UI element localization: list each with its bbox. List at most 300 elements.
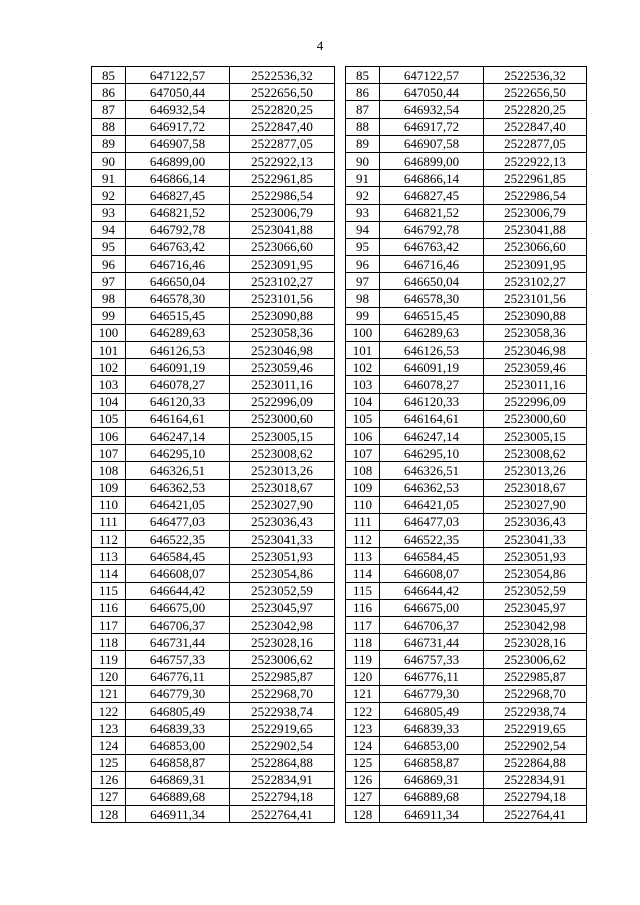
y-coordinate-cell: 2522536,32 (484, 67, 587, 84)
y-coordinate-cell: 2522834,91 (484, 771, 587, 788)
y-coordinate-cell: 2523059,46 (484, 359, 587, 376)
point-number-cell: 110 (346, 496, 380, 513)
x-coordinate-cell: 646289,63 (126, 324, 230, 341)
x-coordinate-cell: 646578,30 (380, 290, 484, 307)
table-row (346, 582, 587, 599)
point-number-cell: 98 (346, 290, 380, 307)
y-coordinate-cell: 2523027,90 (230, 496, 335, 513)
x-coordinate-cell: 646917,72 (380, 118, 484, 135)
x-coordinate-cell: 646584,45 (380, 548, 484, 565)
point-number-cell: 100 (346, 324, 380, 341)
y-coordinate-cell: 2523008,62 (484, 445, 587, 462)
y-coordinate-cell: 2523102,27 (484, 273, 587, 290)
table-row (346, 445, 587, 462)
table-row (346, 427, 587, 444)
y-coordinate-cell: 2523052,59 (230, 582, 335, 599)
point-number-cell: 106 (92, 427, 126, 444)
point-number-cell: 105 (346, 410, 380, 427)
y-coordinate-cell: 2522961,85 (230, 170, 335, 187)
y-coordinate-cell: 2523041,88 (484, 221, 587, 238)
coordinates-table-left-body (92, 67, 335, 823)
y-coordinate-cell: 2522864,88 (230, 754, 335, 771)
x-coordinate-cell: 646853,00 (380, 737, 484, 754)
x-coordinate-cell: 646839,33 (380, 720, 484, 737)
y-coordinate-cell: 2523006,62 (230, 651, 335, 668)
x-coordinate-cell: 646853,00 (126, 737, 230, 754)
y-coordinate-cell: 2522656,50 (230, 84, 335, 101)
y-coordinate-cell: 2523042,98 (484, 617, 587, 634)
point-number-cell: 121 (92, 685, 126, 702)
x-coordinate-cell: 647122,57 (380, 67, 484, 84)
coordinates-table-left (91, 66, 335, 823)
x-coordinate-cell: 646644,42 (380, 582, 484, 599)
table-row (92, 290, 335, 307)
point-number-cell: 96 (346, 256, 380, 273)
point-number-cell: 101 (92, 342, 126, 359)
point-number-cell: 128 (346, 806, 380, 823)
point-number-cell: 87 (346, 101, 380, 118)
y-coordinate-cell: 2523006,79 (230, 204, 335, 221)
point-number-cell: 114 (346, 565, 380, 582)
x-coordinate-cell: 646650,04 (380, 273, 484, 290)
point-number-cell: 119 (92, 651, 126, 668)
point-number-cell: 85 (346, 67, 380, 84)
point-number-cell: 111 (346, 513, 380, 530)
x-coordinate-cell: 646477,03 (380, 513, 484, 530)
x-coordinate-cell: 646078,27 (380, 376, 484, 393)
y-coordinate-cell: 2523051,93 (230, 548, 335, 565)
y-coordinate-cell: 2523000,60 (230, 410, 335, 427)
point-number-cell: 88 (92, 118, 126, 135)
x-coordinate-cell: 646421,05 (126, 496, 230, 513)
point-number-cell: 89 (346, 135, 380, 152)
table-row (346, 771, 587, 788)
y-coordinate-cell: 2523036,43 (484, 513, 587, 530)
table-row (92, 806, 335, 823)
x-coordinate-cell: 646792,78 (126, 221, 230, 238)
point-number-cell: 103 (346, 376, 380, 393)
table-row (346, 410, 587, 427)
x-coordinate-cell: 646295,10 (126, 445, 230, 462)
table-row (92, 393, 335, 410)
y-coordinate-cell: 2523090,88 (484, 307, 587, 324)
point-number-cell: 122 (346, 702, 380, 719)
table-row (346, 376, 587, 393)
point-number-cell: 97 (92, 273, 126, 290)
x-coordinate-cell: 646731,44 (126, 634, 230, 651)
y-coordinate-cell: 2522794,18 (484, 788, 587, 805)
x-coordinate-cell: 646716,46 (126, 256, 230, 273)
table-row (92, 651, 335, 668)
y-coordinate-cell: 2523066,60 (484, 238, 587, 255)
point-number-cell: 97 (346, 273, 380, 290)
x-coordinate-cell: 646584,45 (126, 548, 230, 565)
y-coordinate-cell: 2523059,46 (230, 359, 335, 376)
table-row (92, 754, 335, 771)
table-row (92, 410, 335, 427)
x-coordinate-cell: 646757,33 (380, 651, 484, 668)
point-number-cell: 113 (346, 548, 380, 565)
x-coordinate-cell: 646858,87 (126, 754, 230, 771)
y-coordinate-cell: 2523008,62 (230, 445, 335, 462)
table-row (92, 187, 335, 204)
point-number-cell: 109 (346, 479, 380, 496)
x-coordinate-cell: 646907,58 (380, 135, 484, 152)
point-number-cell: 126 (346, 771, 380, 788)
table-row (92, 427, 335, 444)
table-row (92, 376, 335, 393)
point-number-cell: 118 (346, 634, 380, 651)
point-number-cell: 103 (92, 376, 126, 393)
table-row (92, 445, 335, 462)
table-row (346, 170, 587, 187)
point-number-cell: 98 (92, 290, 126, 307)
y-coordinate-cell: 2523091,95 (484, 256, 587, 273)
y-coordinate-cell: 2523102,27 (230, 273, 335, 290)
y-coordinate-cell: 2523000,60 (484, 410, 587, 427)
x-coordinate-cell: 646120,33 (380, 393, 484, 410)
y-coordinate-cell: 2523027,90 (484, 496, 587, 513)
y-coordinate-cell: 2522794,18 (230, 788, 335, 805)
point-number-cell: 127 (346, 788, 380, 805)
x-coordinate-cell: 646706,37 (126, 617, 230, 634)
point-number-cell: 94 (92, 221, 126, 238)
table-row (92, 531, 335, 548)
y-coordinate-cell: 2522919,65 (484, 720, 587, 737)
table-row (346, 548, 587, 565)
y-coordinate-cell: 2523028,16 (484, 634, 587, 651)
point-number-cell: 107 (346, 445, 380, 462)
x-coordinate-cell: 646907,58 (126, 135, 230, 152)
point-number-cell: 87 (92, 101, 126, 118)
y-coordinate-cell: 2523042,98 (230, 617, 335, 634)
table-row (92, 238, 335, 255)
table-row (346, 702, 587, 719)
table-row (346, 307, 587, 324)
x-coordinate-cell: 646839,33 (126, 720, 230, 737)
x-coordinate-cell: 646522,35 (380, 531, 484, 548)
x-coordinate-cell: 646932,54 (380, 101, 484, 118)
table-row (92, 548, 335, 565)
table-row (92, 702, 335, 719)
point-number-cell: 88 (346, 118, 380, 135)
table-row (92, 771, 335, 788)
x-coordinate-cell: 646126,53 (126, 342, 230, 359)
table-row (346, 737, 587, 754)
y-coordinate-cell: 2523041,33 (230, 531, 335, 548)
table-row (346, 393, 587, 410)
x-coordinate-cell: 646421,05 (380, 496, 484, 513)
table-row (346, 135, 587, 152)
x-coordinate-cell: 646911,34 (380, 806, 484, 823)
table-row (92, 513, 335, 530)
x-coordinate-cell: 646522,35 (126, 531, 230, 548)
y-coordinate-cell: 2522968,70 (230, 685, 335, 702)
table-row (346, 152, 587, 169)
x-coordinate-cell: 646716,46 (380, 256, 484, 273)
x-coordinate-cell: 646917,72 (126, 118, 230, 135)
point-number-cell: 101 (346, 342, 380, 359)
y-coordinate-cell: 2523054,86 (484, 565, 587, 582)
y-coordinate-cell: 2522764,41 (484, 806, 587, 823)
x-coordinate-cell: 646805,49 (380, 702, 484, 719)
point-number-cell: 108 (346, 462, 380, 479)
point-number-cell: 92 (346, 187, 380, 204)
table-row (92, 496, 335, 513)
table-row (346, 754, 587, 771)
table-row (346, 67, 587, 84)
table-row (346, 599, 587, 616)
table-row (92, 273, 335, 290)
x-coordinate-cell: 646889,68 (380, 788, 484, 805)
x-coordinate-cell: 646120,33 (126, 393, 230, 410)
y-coordinate-cell: 2522847,40 (230, 118, 335, 135)
point-number-cell: 90 (346, 152, 380, 169)
y-coordinate-cell: 2522938,74 (230, 702, 335, 719)
y-coordinate-cell: 2523058,36 (484, 324, 587, 341)
y-coordinate-cell: 2522985,87 (230, 668, 335, 685)
table-row (346, 685, 587, 702)
point-number-cell: 99 (346, 307, 380, 324)
x-coordinate-cell: 646477,03 (126, 513, 230, 530)
y-coordinate-cell: 2523018,67 (484, 479, 587, 496)
table-row (346, 118, 587, 135)
y-coordinate-cell: 2522996,09 (230, 393, 335, 410)
x-coordinate-cell: 646866,14 (126, 170, 230, 187)
table-row (92, 152, 335, 169)
x-coordinate-cell: 646763,42 (380, 238, 484, 255)
y-coordinate-cell: 2522938,74 (484, 702, 587, 719)
x-coordinate-cell: 646091,19 (380, 359, 484, 376)
y-coordinate-cell: 2522536,32 (230, 67, 335, 84)
x-coordinate-cell: 646776,11 (380, 668, 484, 685)
point-number-cell: 125 (92, 754, 126, 771)
point-number-cell: 124 (92, 737, 126, 754)
point-number-cell: 118 (92, 634, 126, 651)
x-coordinate-cell: 646866,14 (380, 170, 484, 187)
x-coordinate-cell: 646779,30 (126, 685, 230, 702)
table-row (346, 359, 587, 376)
point-number-cell: 89 (92, 135, 126, 152)
table-row (92, 221, 335, 238)
page-number: 4 (316, 38, 324, 53)
point-number-cell: 90 (92, 152, 126, 169)
x-coordinate-cell: 646827,45 (126, 187, 230, 204)
y-coordinate-cell: 2523090,88 (230, 307, 335, 324)
table-row (346, 565, 587, 582)
y-coordinate-cell: 2522877,05 (484, 135, 587, 152)
x-coordinate-cell: 646126,53 (380, 342, 484, 359)
y-coordinate-cell: 2523013,26 (230, 462, 335, 479)
table-row (92, 170, 335, 187)
x-coordinate-cell: 646164,61 (380, 410, 484, 427)
point-number-cell: 86 (92, 84, 126, 101)
point-number-cell: 109 (92, 479, 126, 496)
point-number-cell: 117 (346, 617, 380, 634)
table-row (346, 720, 587, 737)
y-coordinate-cell: 2522996,09 (484, 393, 587, 410)
table-row (346, 342, 587, 359)
table-row (346, 531, 587, 548)
x-coordinate-cell: 646247,14 (126, 427, 230, 444)
point-number-cell: 123 (346, 720, 380, 737)
y-coordinate-cell: 2523013,26 (484, 462, 587, 479)
table-row (92, 462, 335, 479)
y-coordinate-cell: 2523052,59 (484, 582, 587, 599)
y-coordinate-cell: 2522985,87 (484, 668, 587, 685)
y-coordinate-cell: 2523028,16 (230, 634, 335, 651)
y-coordinate-cell: 2523058,36 (230, 324, 335, 341)
x-coordinate-cell: 646763,42 (126, 238, 230, 255)
point-number-cell: 120 (346, 668, 380, 685)
x-coordinate-cell: 646247,14 (380, 427, 484, 444)
table-row (346, 204, 587, 221)
point-number-cell: 128 (92, 806, 126, 823)
table-row (346, 187, 587, 204)
x-coordinate-cell: 646515,45 (126, 307, 230, 324)
point-number-cell: 99 (92, 307, 126, 324)
x-coordinate-cell: 646821,52 (380, 204, 484, 221)
table-row (346, 256, 587, 273)
table-row (92, 307, 335, 324)
y-coordinate-cell: 2523091,95 (230, 256, 335, 273)
y-coordinate-cell: 2523101,56 (230, 290, 335, 307)
table-row (346, 513, 587, 530)
point-number-cell: 112 (92, 531, 126, 548)
table-row (346, 84, 587, 101)
x-coordinate-cell: 646578,30 (126, 290, 230, 307)
table-row (346, 496, 587, 513)
table-row (92, 617, 335, 634)
point-number-cell: 106 (346, 427, 380, 444)
x-coordinate-cell: 646608,07 (126, 565, 230, 582)
table-row (92, 101, 335, 118)
x-coordinate-cell: 646899,00 (380, 152, 484, 169)
point-number-cell: 117 (92, 617, 126, 634)
table-row (92, 135, 335, 152)
y-coordinate-cell: 2522834,91 (230, 771, 335, 788)
y-coordinate-cell: 2522847,40 (484, 118, 587, 135)
x-coordinate-cell: 647050,44 (126, 84, 230, 101)
y-coordinate-cell: 2523041,33 (484, 531, 587, 548)
table-row (346, 290, 587, 307)
point-number-cell: 95 (92, 238, 126, 255)
point-number-cell: 96 (92, 256, 126, 273)
table-row (92, 256, 335, 273)
point-number-cell: 116 (92, 599, 126, 616)
table-row (346, 479, 587, 496)
x-coordinate-cell: 646899,00 (126, 152, 230, 169)
y-coordinate-cell: 2522902,54 (230, 737, 335, 754)
table-row (92, 359, 335, 376)
y-coordinate-cell: 2523005,15 (484, 427, 587, 444)
point-number-cell: 126 (92, 771, 126, 788)
point-number-cell: 111 (92, 513, 126, 530)
table-row (346, 324, 587, 341)
point-number-cell: 102 (92, 359, 126, 376)
point-number-cell: 119 (346, 651, 380, 668)
table-row (346, 788, 587, 805)
point-number-cell: 85 (92, 67, 126, 84)
table-row (92, 720, 335, 737)
x-coordinate-cell: 646757,33 (126, 651, 230, 668)
table-row (92, 84, 335, 101)
point-number-cell: 113 (92, 548, 126, 565)
y-coordinate-cell: 2523066,60 (230, 238, 335, 255)
y-coordinate-cell: 2522986,54 (484, 187, 587, 204)
coordinates-table-right-body (346, 67, 587, 823)
point-number-cell: 120 (92, 668, 126, 685)
point-number-cell: 91 (346, 170, 380, 187)
x-coordinate-cell: 646869,31 (380, 771, 484, 788)
y-coordinate-cell: 2522961,85 (484, 170, 587, 187)
y-coordinate-cell: 2522877,05 (230, 135, 335, 152)
x-coordinate-cell: 646792,78 (380, 221, 484, 238)
x-coordinate-cell: 646911,34 (126, 806, 230, 823)
table-row (92, 479, 335, 496)
x-coordinate-cell: 646827,45 (380, 187, 484, 204)
y-coordinate-cell: 2522820,25 (484, 101, 587, 118)
y-coordinate-cell: 2522820,25 (230, 101, 335, 118)
y-coordinate-cell: 2523054,86 (230, 565, 335, 582)
x-coordinate-cell: 646675,00 (126, 599, 230, 616)
table-row (92, 118, 335, 135)
point-number-cell: 115 (346, 582, 380, 599)
point-number-cell: 91 (92, 170, 126, 187)
coordinates-table-right (345, 66, 587, 823)
point-number-cell: 110 (92, 496, 126, 513)
point-number-cell: 125 (346, 754, 380, 771)
x-coordinate-cell: 646805,49 (126, 702, 230, 719)
point-number-cell: 86 (346, 84, 380, 101)
x-coordinate-cell: 646515,45 (380, 307, 484, 324)
y-coordinate-cell: 2522922,13 (484, 152, 587, 169)
y-coordinate-cell: 2523046,98 (230, 342, 335, 359)
y-coordinate-cell: 2522968,70 (484, 685, 587, 702)
point-number-cell: 95 (346, 238, 380, 255)
y-coordinate-cell: 2522656,50 (484, 84, 587, 101)
table-row (346, 668, 587, 685)
table-row (92, 342, 335, 359)
x-coordinate-cell: 646091,19 (126, 359, 230, 376)
table-row (92, 324, 335, 341)
y-coordinate-cell: 2523046,98 (484, 342, 587, 359)
x-coordinate-cell: 646608,07 (380, 565, 484, 582)
x-coordinate-cell: 646779,30 (380, 685, 484, 702)
point-number-cell: 108 (92, 462, 126, 479)
x-coordinate-cell: 647050,44 (380, 84, 484, 101)
y-coordinate-cell: 2522902,54 (484, 737, 587, 754)
x-coordinate-cell: 646289,63 (380, 324, 484, 341)
point-number-cell: 93 (92, 204, 126, 221)
y-coordinate-cell: 2523011,16 (484, 376, 587, 393)
point-number-cell: 102 (346, 359, 380, 376)
x-coordinate-cell: 646889,68 (126, 788, 230, 805)
y-coordinate-cell: 2522986,54 (230, 187, 335, 204)
x-coordinate-cell: 646644,42 (126, 582, 230, 599)
x-coordinate-cell: 646362,53 (380, 479, 484, 496)
x-coordinate-cell: 646650,04 (126, 273, 230, 290)
table-row (346, 634, 587, 651)
table-row (346, 101, 587, 118)
y-coordinate-cell: 2523006,79 (484, 204, 587, 221)
point-number-cell: 121 (346, 685, 380, 702)
point-number-cell: 107 (92, 445, 126, 462)
point-number-cell: 123 (92, 720, 126, 737)
x-coordinate-cell: 646731,44 (380, 634, 484, 651)
table-row (346, 806, 587, 823)
x-coordinate-cell: 646295,10 (380, 445, 484, 462)
